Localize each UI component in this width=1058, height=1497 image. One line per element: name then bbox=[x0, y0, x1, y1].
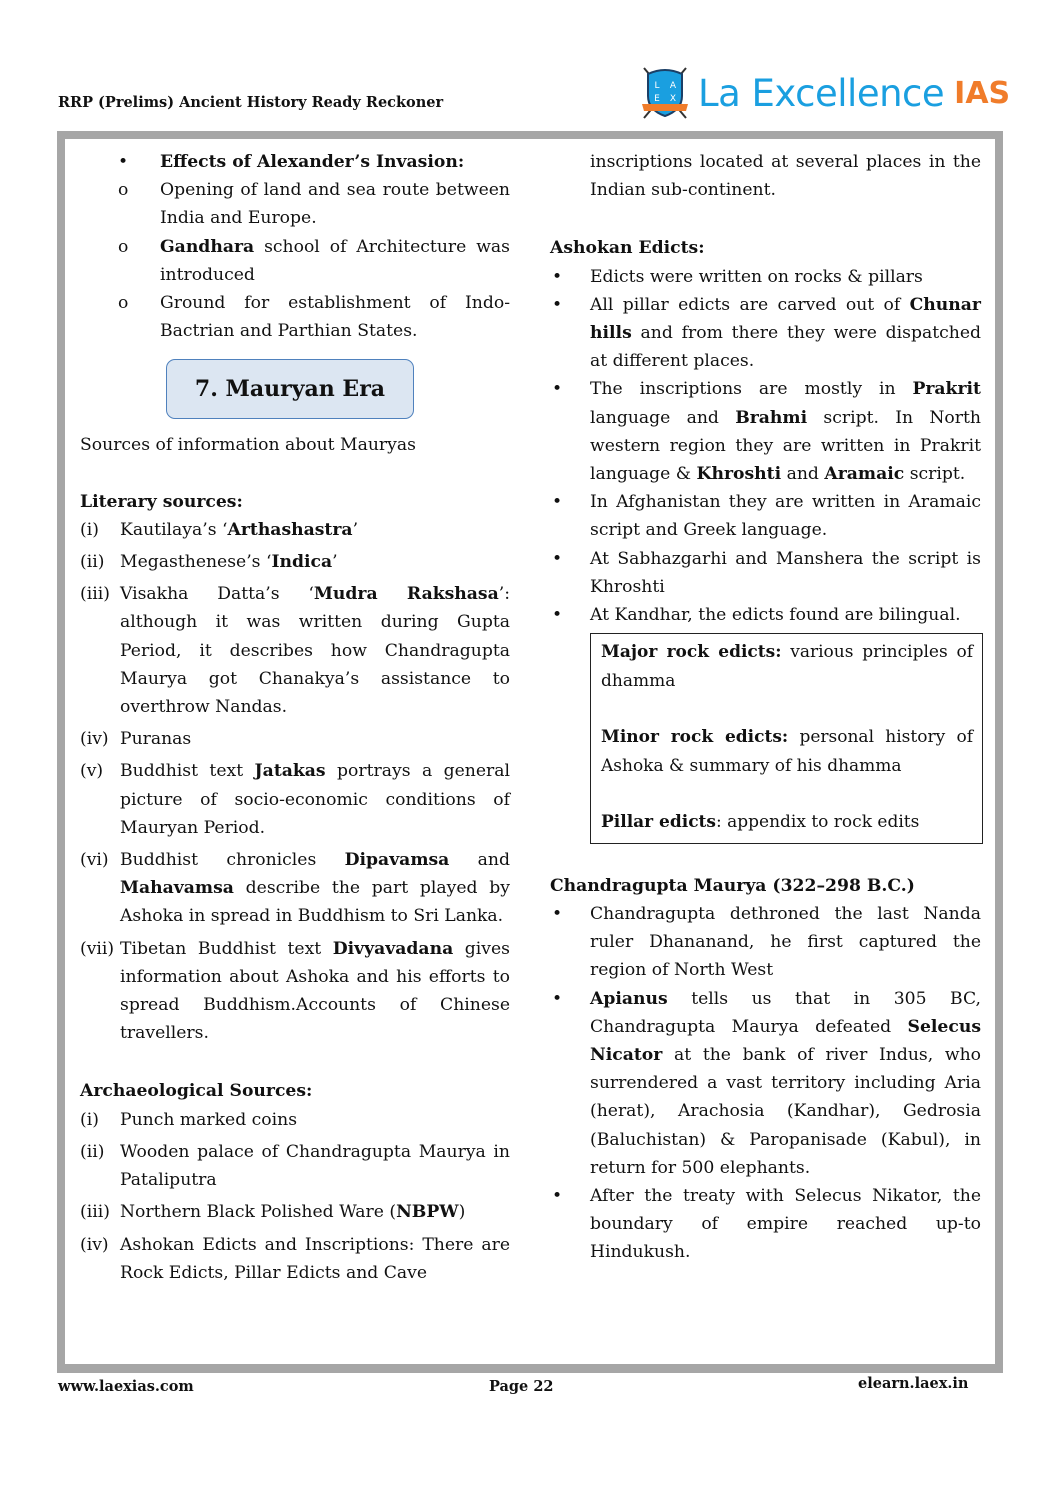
brand-logo bbox=[640, 62, 1010, 124]
list-text: Buddhist text Jatakas portrays a general picture of socio-economic conditions of Mauryan Period. bbox=[120, 761, 511, 838]
bold-term: Mudra Rakshasa bbox=[313, 584, 499, 605]
bold-term: Prakrit bbox=[912, 379, 981, 400]
section-title-box bbox=[166, 359, 414, 419]
bullet-icon: • bbox=[552, 379, 563, 400]
bullet-icon: • bbox=[552, 903, 563, 924]
bullet-item bbox=[550, 1182, 981, 1267]
bullet-item bbox=[550, 601, 981, 629]
bullet-text: Chandragupta dethroned the last Nanda ruler Dhananand, he first captured the region of North West bbox=[590, 903, 981, 981]
shield-icon bbox=[640, 64, 690, 122]
svg-text:X: X bbox=[669, 94, 677, 104]
list-number: (iv) bbox=[80, 1234, 109, 1255]
list-number: (v) bbox=[80, 761, 104, 782]
list-number: (i) bbox=[80, 1109, 99, 1130]
effects-heading: Effects of Alexander’s Invasion: bbox=[160, 152, 465, 172]
bullet-icon: • bbox=[552, 294, 563, 315]
list-text: Visakha Datta’s ‘Mudra Rakshasa’: although it was written during Gupta Period, it describes how Chandragupta Maurya got Chanakya’s assistance to overthrow Nandas. bbox=[120, 584, 511, 718]
svg-text:L: L bbox=[654, 81, 660, 91]
bullet-text: The inscriptions are mostly in Prakrit language and Brahmi script. In North western region they are written in Prakrit language & Khroshti and Aramaic script. bbox=[590, 379, 981, 485]
circle-bullet-icon: o bbox=[118, 293, 129, 314]
footer-elearn-link[interactable]: elearn.laex.in bbox=[858, 1375, 969, 1392]
edict-entry: Pillar edicts: appendix to rock edits bbox=[601, 812, 920, 833]
list-item bbox=[80, 1231, 510, 1287]
bullet-item bbox=[550, 291, 981, 376]
svg-text:E: E bbox=[654, 94, 660, 104]
bullet-icon: • bbox=[118, 152, 129, 172]
bullet-text: Edicts were written on rocks & pillars bbox=[590, 266, 923, 287]
list-text: Tibetan Buddhist text Divyavadana gives information about Ashoka and his efforts to spread Buddhism.Accounts of Chinese travellers. bbox=[120, 938, 510, 1044]
effect-text: Ground for establishment of Indo-Bactrian and Parthian States. bbox=[160, 293, 510, 342]
effect-text: school of Architecture was introduced bbox=[160, 236, 510, 285]
bold-term: Divyavadana bbox=[332, 938, 454, 959]
ashokan-heading: Ashokan Edicts: bbox=[550, 238, 705, 259]
svg-text:A: A bbox=[669, 81, 677, 91]
bullet-item bbox=[550, 375, 981, 488]
page-number: Page 22 bbox=[489, 1378, 554, 1395]
continuation-text: inscriptions located at several places in the Indian sub-continent. bbox=[590, 152, 981, 201]
bold-term: Indica bbox=[271, 552, 333, 573]
literary-heading: Literary sources: bbox=[80, 491, 243, 512]
bold-term: Khroshti bbox=[696, 464, 782, 485]
bullet-text: After the treaty with Selecus Nikator, the boundary of empire reached up-to Hindukush. bbox=[590, 1185, 981, 1263]
bullet-icon: • bbox=[552, 548, 563, 569]
bold-term: Jatakas bbox=[254, 761, 326, 782]
bullet-text: Apianus tells us that in 305 BC, Chandragupta Maurya defeated Selecus Nicator at the bank of river Indus, who surrendered a vast territory including Aria (herat), Arachosia (Kandhar), Gedrosia (Baluchistan) & Paropanisade (Kabul), in return for 500 elephants. bbox=[590, 988, 981, 1178]
effect-item bbox=[80, 233, 510, 289]
bullet-icon: • bbox=[552, 1185, 563, 1206]
archaeological-list bbox=[80, 1106, 510, 1287]
list-number: (iv) bbox=[80, 729, 109, 750]
list-text: Puranas bbox=[120, 729, 192, 750]
left-column bbox=[80, 148, 510, 1291]
ashokan-list bbox=[550, 263, 981, 630]
bullet-text: All pillar edicts are carved out of Chunar hills and from there they were dispatched at different places. bbox=[590, 294, 981, 372]
list-text: Wooden palace of Chandragupta Maurya in Pataliputra bbox=[120, 1141, 510, 1191]
list-item bbox=[80, 1106, 510, 1134]
list-number: (iii) bbox=[80, 584, 110, 605]
list-text: Ashokan Edicts and Inscriptions: There are Rock Edicts, Pillar Edicts and Cave bbox=[120, 1234, 510, 1283]
list-text: Northern Black Polished Ware (NBPW) bbox=[120, 1202, 466, 1223]
effect-item bbox=[80, 176, 510, 232]
bullet-item bbox=[550, 985, 981, 1182]
brand-name: La Excellence bbox=[698, 71, 945, 115]
list-number: (iii) bbox=[80, 1202, 110, 1223]
list-text: Kautilaya’s ‘Arthashastra’ bbox=[120, 519, 359, 540]
bullet-text: In Afghanistan they are written in Aramaic script and Greek language. bbox=[590, 492, 981, 541]
circle-bullet-icon: o bbox=[118, 180, 129, 201]
archaeological-heading: Archaeological Sources: bbox=[80, 1081, 313, 1102]
bold-term: Chunar hills bbox=[590, 294, 981, 344]
edict-types-box bbox=[590, 633, 983, 844]
document-title: RRP (Prelims) Ancient History Ready Reckoner bbox=[58, 94, 444, 111]
list-number: (vii) bbox=[80, 938, 115, 959]
bold-term: Dipavamsa bbox=[344, 850, 450, 871]
bold-term: Brahmi bbox=[735, 407, 808, 428]
bold-term: Mahavamsa bbox=[120, 878, 234, 899]
effects-heading-item bbox=[80, 148, 510, 176]
bullet-item bbox=[550, 488, 981, 544]
list-item bbox=[80, 935, 510, 1048]
bullet-item bbox=[550, 900, 981, 985]
list-number: (i) bbox=[80, 519, 99, 540]
section-title: 7. Mauryan Era bbox=[194, 376, 386, 403]
bold-term: Selecus Nicator bbox=[590, 1016, 981, 1065]
bullet-item bbox=[550, 545, 981, 601]
bullet-icon: • bbox=[552, 492, 563, 513]
footer-website-link[interactable]: www.laexias.com bbox=[58, 1378, 194, 1395]
list-text: Punch marked coins bbox=[120, 1109, 298, 1130]
list-number: (vi) bbox=[80, 850, 109, 871]
bullet-item bbox=[550, 263, 981, 291]
list-item bbox=[80, 580, 510, 721]
sources-intro: Sources of information about Mauryas bbox=[80, 435, 416, 456]
edict-entry: Major rock edicts: various principles of dhamma bbox=[601, 642, 973, 691]
bold-term: Arthashastra bbox=[227, 519, 353, 540]
list-item bbox=[80, 757, 510, 842]
list-item bbox=[80, 846, 510, 931]
literary-list bbox=[80, 516, 510, 1048]
circle-bullet-icon: o bbox=[118, 236, 129, 257]
bullet-text: At Kandhar, the edicts found are bilingual. bbox=[590, 605, 961, 626]
right-column bbox=[550, 148, 981, 1267]
edict-entry: Minor rock edicts: personal history of Ashoka & summary of his dhamma bbox=[601, 727, 974, 776]
chandragupta-heading: Chandragupta Maurya (322–298 B.C.) bbox=[550, 875, 915, 896]
chandragupta-list bbox=[550, 900, 981, 1267]
bold-term: NBPW bbox=[396, 1202, 459, 1223]
effect-text: Opening of land and sea route between India and Europe. bbox=[160, 180, 510, 229]
bold-term: Apianus bbox=[590, 988, 668, 1009]
bold-term: Aramaic bbox=[824, 464, 905, 485]
list-item bbox=[80, 548, 510, 576]
effect-bold: Gandhara bbox=[160, 236, 255, 257]
list-item bbox=[80, 1198, 510, 1226]
list-item bbox=[80, 516, 510, 544]
list-item bbox=[80, 1138, 510, 1194]
list-number: (ii) bbox=[80, 552, 105, 573]
list-text: Buddhist chronicles Dipavamsa and Mahavamsa describe the part played by Ashoka in spread in Buddhism to Sri Lanka. bbox=[120, 850, 510, 927]
bullet-icon: • bbox=[552, 605, 563, 626]
bullet-text: At Sabhazgarhi and Manshera the script is Khroshti bbox=[590, 548, 981, 597]
list-item bbox=[80, 725, 510, 753]
bullet-icon: • bbox=[552, 266, 563, 287]
bullet-icon: • bbox=[552, 988, 563, 1009]
brand-suffix: IAS bbox=[954, 75, 1011, 111]
list-text: Megasthenese’s ‘Indica’ bbox=[120, 552, 338, 573]
list-number: (ii) bbox=[80, 1141, 105, 1162]
effect-item bbox=[80, 289, 510, 345]
